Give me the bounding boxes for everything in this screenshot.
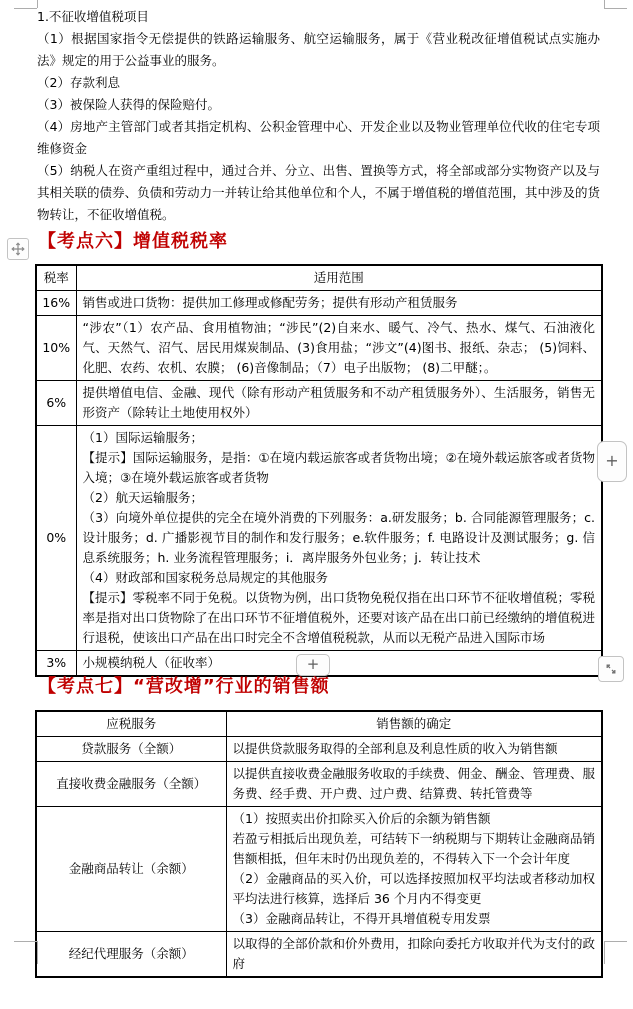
vat-rate-table [35, 264, 603, 677]
scope-paragraph: （2）航天运输服务； [82, 490, 203, 505]
rate-cell: 3% [36, 651, 76, 677]
margin-crop-mark-top-right-v [604, 0, 605, 8]
amount-paragraph: 以提供直接收费金融服务收取的手续费、佣金、酬金、管理费、服务费、经手费、开户费、过户费、结算费、转托管费等 [232, 766, 596, 801]
scope-paragraph: （3）向境外单位提供的完全在境外消费的下列服务：a.研发服务；b. 合同能源管理服务；c. 设计服务；d. 广播影视节目的制作和发行服务；e.软件服务；f. 电路设计及测试服务；g. 信息系统服务；h. 业务流程管理服务；i．离岸服务外包业务；j．转让技术 [82, 510, 595, 565]
table-row [36, 381, 602, 426]
rate-column-header: 税率 [36, 265, 76, 291]
table-row [36, 762, 602, 807]
rate-cell: 10% [36, 316, 76, 381]
scope-paragraph: “涉农”（1）农产品、食用植物油；“涉民”(2)自来水、暖气、冷气、热水、煤气、石油液化气、天然气、沼气、居民用煤炭制品、(3)食用盐；“涉文”(4)图书、报纸、杂志； (5)饲料、化肥、农药、农机、农膜； (6)音像制品；（7）电子出版物； (8)二甲醚；。 [82, 320, 595, 375]
resize-diagonal-icon [603, 661, 619, 677]
table-resize-handle[interactable] [598, 656, 624, 682]
amount-paragraph: 以提供贷款服务取得的全部利息及利息性质的收入为销售额 [232, 741, 558, 756]
amount-cell [226, 762, 602, 807]
section-heading-kaodian-6: 【考点六】增值税税率 [38, 231, 228, 252]
intro-paragraph: （1）根据国家指令无偿提供的铁路运输服务、航空运输服务，属于《营业税改征增值税试点实施办法》规定的用于公益事业的服务。 [37, 31, 600, 68]
scope-cell [76, 426, 602, 651]
amount-cell [226, 807, 602, 932]
plus-icon: + [605, 450, 619, 470]
margin-crop-mark-bottom-right-v [604, 941, 605, 964]
scope-cell [76, 291, 602, 316]
move-icon [10, 241, 26, 257]
amount-column-header: 销售额的确定 [226, 711, 602, 737]
amount-cell [226, 737, 602, 762]
table-row [36, 316, 602, 381]
intro-paragraph: （2）存款利息 [37, 75, 120, 90]
scope-paragraph: 小规模纳税人（征收率） [82, 655, 221, 670]
service-cell: 金融商品转让（余额） [36, 807, 226, 932]
service-cell: 直接收费金融服务（全额） [36, 762, 226, 807]
amount-paragraph: （1）按照卖出价扣除买入价后的余额为销售额 [232, 811, 491, 826]
scope-paragraph: （4）财政部和国家税务总局规定的其他服务 [82, 570, 328, 585]
amount-cell [226, 932, 602, 978]
intro-paragraph: （4）房地产主管部门或者其指定机构、公积金管理中心、开发企业以及物业管理单位代收的住宅专项维修资金 [37, 119, 600, 156]
table-header-row [36, 265, 602, 291]
intro-text-block [37, 6, 600, 226]
margin-crop-mark-bottom-left-v [37, 941, 38, 964]
margin-crop-mark-bottom-left-h [14, 941, 37, 942]
amount-paragraph: （3）金融商品转让，不得开具增值税专用发票 [232, 911, 491, 926]
scope-column-header: 适用范围 [76, 265, 602, 291]
intro-paragraph: （5）纳税人在资产重组过程中，通过合并、分立、出售、置换等方式，将全部或部分实物资产以及与其相关联的债券、负债和劳动力一并转让给其他单位和个人，不属于增值税的增值范围，其中涉及的货物转让，不征收增值税。 [37, 163, 600, 222]
service-column-header: 应税服务 [36, 711, 226, 737]
amount-paragraph: 若盈亏相抵后出现负差，可结转下一纳税期与下期转让金融商品销售额相抵，但年末时仍出现负差的，不得转入下一个会计年度 [232, 831, 596, 866]
scope-paragraph: 提供增值电信、金融、现代（除有形动产租赁服务和不动产租赁服务外）、生活服务，销售无形资产（除转让土地使用权外） [82, 385, 595, 420]
margin-crop-mark-top-right-h [604, 8, 627, 9]
table-move-handle[interactable] [7, 238, 29, 260]
rate-cell: 0% [36, 426, 76, 651]
add-column-button[interactable] [597, 441, 627, 482]
table-row [36, 737, 602, 762]
scope-paragraph: 【提示】国际运输服务，是指：①在境内载运旅客或者货物出境；②在境外载运旅客或者货物入境；③在境外载运旅客或者货物 [82, 450, 595, 485]
rate-cell: 6% [36, 381, 76, 426]
scope-cell [76, 316, 602, 381]
table-header-row [36, 711, 602, 737]
service-cell: 经纪代理服务（余额） [36, 932, 226, 978]
scope-paragraph: （1）国际运输服务； [82, 430, 203, 445]
table-row [36, 807, 602, 932]
table-row [36, 426, 602, 651]
amount-paragraph: （2）金融商品的买入价，可以选择按照加权平均法或者移动加权平均法进行核算，选择后 36 个月内不得变更 [232, 871, 595, 906]
add-row-button[interactable] [296, 654, 330, 676]
scope-paragraph: 销售或进口货物：提供加工修理或修配劳务；提供有形动产租赁服务 [82, 295, 458, 310]
service-cell: 贷款服务（全额） [36, 737, 226, 762]
scope-paragraph: 【提示】零税率不同于免税。以货物为例，出口货物免税仅指在出口环节不征收增值税；零税率是指对出口货物除了在出口环节不征增值税外，还要对该产品在出口前已经缴纳的增值税进行退税，使该出口产品在出口时完全不含增值税税款，从而以无税产品进入国际市场 [82, 590, 596, 645]
amount-paragraph: 以取得的全部价款和价外费用，扣除向委托方收取并代为支付的政府 [232, 936, 596, 971]
rate-cell: 16% [36, 291, 76, 316]
intro-paragraph: 1.不征收增值税项目 [37, 9, 149, 24]
plus-icon: + [306, 654, 320, 673]
scope-cell [76, 381, 602, 426]
table-row [36, 932, 602, 978]
sales-amount-table [35, 710, 603, 978]
table-row [36, 291, 602, 316]
section-heading-kaodian-7: 【考点七】“营改增”行业的销售额 [38, 676, 330, 697]
margin-crop-mark-bottom-right-h [604, 941, 627, 942]
margin-crop-mark-top-left-h [14, 8, 37, 9]
intro-paragraph: （3）被保险人获得的保险赔付。 [37, 97, 220, 112]
